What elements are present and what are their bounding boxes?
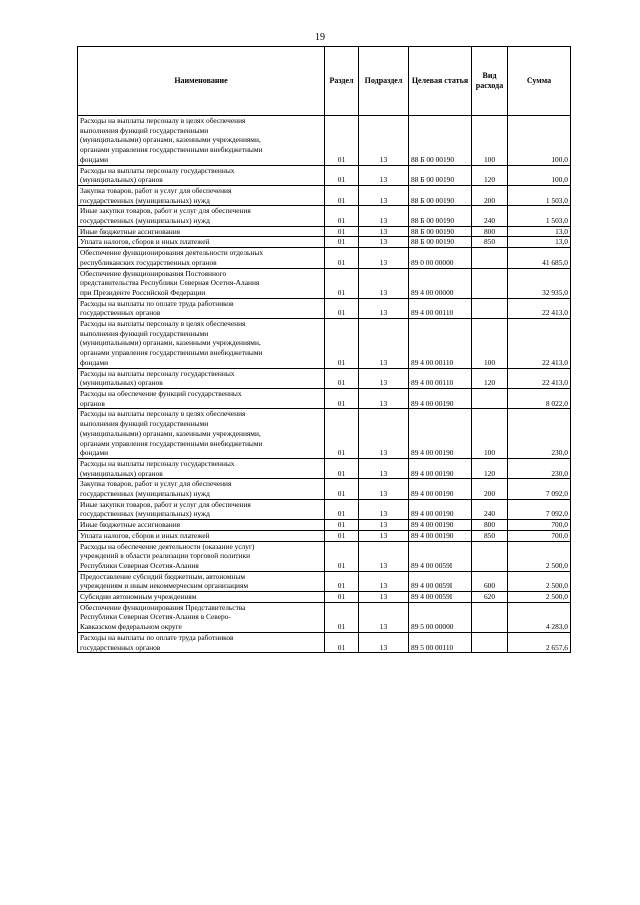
row-name-line: (муниципальных) органов xyxy=(80,175,163,185)
row-expense-type: 200 xyxy=(472,185,508,205)
row-amount: 230,0 xyxy=(508,409,571,459)
row-section: 01 xyxy=(325,206,359,226)
row-name-line: Закупка товаров, работ и услуг для обеспечения xyxy=(80,185,232,195)
row-subsection: 13 xyxy=(359,206,409,226)
row-name-line: органов xyxy=(80,398,105,408)
row-name-line: Расходы на выплаты персоналу государственных xyxy=(80,165,235,175)
row-section: 01 xyxy=(325,520,359,531)
row-name xyxy=(78,388,325,408)
row-expense-type: 240 xyxy=(472,499,508,519)
row-amount: 8 022,0 xyxy=(508,388,571,408)
row-name-line: Расходы на выплаты персоналу государственных xyxy=(80,458,235,468)
row-expense-type xyxy=(472,541,508,571)
row-section: 01 xyxy=(325,248,359,268)
row-name xyxy=(78,319,325,369)
budget-table xyxy=(77,46,571,653)
row-name-line: выполнения функций государственными xyxy=(80,419,209,429)
row-amount: 100,0 xyxy=(508,165,571,185)
row-amount: 22 413,0 xyxy=(508,368,571,388)
row-subsection: 13 xyxy=(359,368,409,388)
row-target-item: 88 Б 00 00190 xyxy=(409,185,472,205)
table-row xyxy=(78,479,571,499)
row-expense-type: 850 xyxy=(472,530,508,541)
row-expense-type: 100 xyxy=(472,319,508,369)
row-name-line: Иные бюджетные ассигнования xyxy=(80,226,181,236)
row-target-item: 89 4 00 00190 xyxy=(409,520,472,531)
row-name-line: государственных (муниципальных) нужд xyxy=(80,216,210,226)
table-row xyxy=(78,185,571,205)
row-amount: 41 685,0 xyxy=(508,248,571,268)
row-subsection: 13 xyxy=(359,116,409,166)
row-name xyxy=(78,368,325,388)
row-section: 01 xyxy=(325,602,359,632)
row-name xyxy=(78,602,325,632)
row-name xyxy=(78,237,325,248)
row-name xyxy=(78,458,325,478)
row-section: 01 xyxy=(325,298,359,318)
row-name-line: фондами xyxy=(80,154,109,164)
row-target-item: 89 4 00 00190 xyxy=(409,479,472,499)
table-row xyxy=(78,206,571,226)
row-subsection: 13 xyxy=(359,185,409,205)
row-expense-type: 120 xyxy=(472,458,508,478)
row-name-line: выполнения функций государственными xyxy=(80,328,209,338)
row-target-item: 89 4 00 00190 xyxy=(409,388,472,408)
table-row xyxy=(78,409,571,459)
row-amount: 22 413,0 xyxy=(508,298,571,318)
table-row xyxy=(78,592,571,603)
row-subsection: 13 xyxy=(359,298,409,318)
row-subsection: 13 xyxy=(359,319,409,369)
table-body xyxy=(78,116,571,653)
table-row xyxy=(78,319,571,369)
row-name-line: Иные закупки товаров, работ и услуг для обеспечения xyxy=(80,206,251,216)
row-expense-type xyxy=(472,298,508,318)
row-section: 01 xyxy=(325,571,359,591)
row-name-line: государственных (муниципальных) нужд xyxy=(80,489,210,499)
header-section: Раздел xyxy=(325,47,359,116)
table-row xyxy=(78,571,571,591)
row-subsection: 13 xyxy=(359,632,409,652)
table-row xyxy=(78,520,571,531)
header-name: Наименование xyxy=(78,47,325,116)
row-name-line: Расходы на обеспечение функций государственных xyxy=(80,388,242,398)
row-subsection: 13 xyxy=(359,571,409,591)
row-name-line: выполнения функций государственными xyxy=(80,125,209,135)
row-target-item: 89 4 00 00110 xyxy=(409,298,472,318)
row-name xyxy=(78,571,325,591)
row-amount: 22 413,0 xyxy=(508,319,571,369)
row-name xyxy=(78,592,325,603)
header-expense-type: Вид расхода xyxy=(472,47,508,116)
row-amount: 32 935,0 xyxy=(508,268,571,298)
row-subsection: 13 xyxy=(359,499,409,519)
row-amount: 100,0 xyxy=(508,116,571,166)
table-row xyxy=(78,237,571,248)
row-expense-type: 850 xyxy=(472,237,508,248)
table-row xyxy=(78,268,571,298)
row-name-line: Уплата налогов, сборов и иных платежей xyxy=(80,237,210,247)
row-expense-type: 600 xyxy=(472,571,508,591)
row-name-line: Расходы на выплаты персоналу государственных xyxy=(80,368,235,378)
row-section: 01 xyxy=(325,592,359,603)
row-section: 01 xyxy=(325,541,359,571)
row-section: 01 xyxy=(325,388,359,408)
row-section: 01 xyxy=(325,479,359,499)
row-section: 01 xyxy=(325,319,359,369)
row-name xyxy=(78,298,325,318)
row-expense-type: 100 xyxy=(472,116,508,166)
row-name-line: Обеспечение функционирования деятельности отдельных xyxy=(80,248,264,258)
row-name xyxy=(78,268,325,298)
row-section: 01 xyxy=(325,268,359,298)
row-name-line: Субсидии автономным учреждениям xyxy=(80,592,197,602)
row-name-line: учреждениям и иным некоммерческим организациям xyxy=(80,581,249,591)
row-name xyxy=(78,541,325,571)
row-name-line: Обеспечение функционирования Постоянного xyxy=(80,268,227,278)
row-expense-type: 240 xyxy=(472,206,508,226)
row-target-item: 88 Б 00 00190 xyxy=(409,116,472,166)
row-amount: 2 500,0 xyxy=(508,571,571,591)
row-section: 01 xyxy=(325,226,359,237)
row-amount: 700,0 xyxy=(508,530,571,541)
row-expense-type: 120 xyxy=(472,368,508,388)
row-name xyxy=(78,479,325,499)
row-expense-type: 800 xyxy=(472,226,508,237)
row-expense-type xyxy=(472,388,508,408)
header-amount: Сумма xyxy=(508,47,571,116)
table-row xyxy=(78,368,571,388)
table-row xyxy=(78,458,571,478)
row-target-item: 89 0 00 00000 xyxy=(409,248,472,268)
row-name xyxy=(78,116,325,166)
row-subsection: 13 xyxy=(359,592,409,603)
row-subsection: 13 xyxy=(359,602,409,632)
row-name-line: республиканских государственных органов xyxy=(80,257,217,267)
row-subsection: 13 xyxy=(359,479,409,499)
row-name-line: государственных (муниципальных) нужд xyxy=(80,195,210,205)
row-amount: 2 500,0 xyxy=(508,541,571,571)
row-section: 01 xyxy=(325,116,359,166)
row-subsection: 13 xyxy=(359,520,409,531)
row-name-line: Уплата налогов, сборов и иных платежей xyxy=(80,530,210,540)
row-section: 01 xyxy=(325,165,359,185)
row-name-line: Расходы на выплаты персоналу в целях обеспечения xyxy=(80,116,246,125)
row-target-item: 89 4 00 0059I xyxy=(409,571,472,591)
row-name-line: (муниципальных) органов xyxy=(80,378,163,388)
row-target-item: 89 4 00 00190 xyxy=(409,409,472,459)
row-name-line: фондами xyxy=(80,448,109,458)
row-amount: 230,0 xyxy=(508,458,571,478)
row-name-line: Республики Северная Осетия-Алания xyxy=(80,560,199,570)
row-target-item: 89 4 00 00190 xyxy=(409,530,472,541)
row-name-line: Расходы на выплаты по оплате труда работников xyxy=(80,298,234,308)
row-target-item: 89 4 00 0059I xyxy=(409,541,472,571)
row-name-line: Иные закупки товаров, работ и услуг для обеспечения xyxy=(80,499,251,509)
row-name xyxy=(78,530,325,541)
row-target-item: 89 4 00 00110 xyxy=(409,319,472,369)
row-name-line: Обеспечение функционирования Представительства xyxy=(80,602,246,612)
row-expense-type xyxy=(472,248,508,268)
row-section: 01 xyxy=(325,632,359,652)
row-name-line: фондами xyxy=(80,357,109,367)
row-expense-type: 200 xyxy=(472,479,508,499)
row-name-line: Расходы на выплаты персоналу в целях обеспечения xyxy=(80,409,246,419)
row-target-item: 89 5 00 00110 xyxy=(409,632,472,652)
row-name-line: (муниципальных) органов xyxy=(80,468,163,478)
row-amount: 2 500,0 xyxy=(508,592,571,603)
table-row xyxy=(78,248,571,268)
row-amount: 1 503,0 xyxy=(508,206,571,226)
row-expense-type xyxy=(472,632,508,652)
row-expense-type: 100 xyxy=(472,409,508,459)
row-name-line: (муниципальными) органами, казенными учреждениями, xyxy=(80,135,261,145)
row-expense-type xyxy=(472,602,508,632)
row-expense-type: 800 xyxy=(472,520,508,531)
row-target-item: 89 4 00 00000 xyxy=(409,268,472,298)
row-target-item: 89 4 00 00190 xyxy=(409,458,472,478)
row-name-line: органами управления государственными внебюджетными xyxy=(80,348,263,358)
row-amount: 1 503,0 xyxy=(508,185,571,205)
row-name-line: государственных органов xyxy=(80,642,161,652)
row-target-item: 88 Б 00 00190 xyxy=(409,226,472,237)
row-section: 01 xyxy=(325,458,359,478)
row-subsection: 13 xyxy=(359,248,409,268)
header-subsection: Подраздел xyxy=(359,47,409,116)
row-amount: 7 092,0 xyxy=(508,499,571,519)
table-row xyxy=(78,298,571,318)
row-name-line: (муниципальными) органами, казенными учреждениями, xyxy=(80,428,261,438)
row-expense-type: 620 xyxy=(472,592,508,603)
row-target-item: 89 4 00 0059I xyxy=(409,592,472,603)
row-name xyxy=(78,165,325,185)
row-name xyxy=(78,409,325,459)
row-target-item: 88 Б 00 00190 xyxy=(409,165,472,185)
row-amount: 7 092,0 xyxy=(508,479,571,499)
table-row xyxy=(78,226,571,237)
row-section: 01 xyxy=(325,499,359,519)
row-section: 01 xyxy=(325,237,359,248)
row-section: 01 xyxy=(325,368,359,388)
row-target-item: 89 4 00 00190 xyxy=(409,499,472,519)
page-number: 19 xyxy=(315,32,325,43)
row-subsection: 13 xyxy=(359,388,409,408)
row-name-line: Расходы на выплаты персоналу в целях обеспечения xyxy=(80,319,246,329)
row-target-item: 89 4 00 00110 xyxy=(409,368,472,388)
row-subsection: 13 xyxy=(359,226,409,237)
row-section: 01 xyxy=(325,530,359,541)
row-name xyxy=(78,248,325,268)
row-target-item: 88 Б 00 00190 xyxy=(409,206,472,226)
row-amount: 2 657,6 xyxy=(508,632,571,652)
row-name-line: учреждений в области реализации торговой политики xyxy=(80,551,251,561)
row-target-item: 88 Б 00 00190 xyxy=(409,237,472,248)
table-row xyxy=(78,116,571,166)
row-expense-type xyxy=(472,268,508,298)
row-target-item: 89 5 00 00000 xyxy=(409,602,472,632)
row-subsection: 13 xyxy=(359,165,409,185)
row-name-line: Иные бюджетные ассигнования xyxy=(80,520,181,530)
row-section: 01 xyxy=(325,185,359,205)
row-name-line: представительства Республики Северная Осетия-Алания xyxy=(80,278,260,288)
row-name-line: органами управления государственными внебюджетными xyxy=(80,438,263,448)
row-amount: 13,0 xyxy=(508,226,571,237)
row-subsection: 13 xyxy=(359,268,409,298)
row-name-line: органами управления государственными внебюджетными xyxy=(80,145,263,155)
table-row xyxy=(78,602,571,632)
row-name xyxy=(78,632,325,652)
table-row xyxy=(78,499,571,519)
row-name-line: Кавказском федеральном округе xyxy=(80,622,182,632)
table-row xyxy=(78,541,571,571)
row-name-line: при Президенте Российской Федерации xyxy=(80,287,206,297)
row-name xyxy=(78,499,325,519)
row-name-line: Республики Северная Осетия-Алания в Северо- xyxy=(80,612,231,622)
header-target-item: Целевая статья xyxy=(409,47,472,116)
table-row xyxy=(78,388,571,408)
row-section: 01 xyxy=(325,409,359,459)
row-name-line: Предоставление субсидий бюджетным, автономным xyxy=(80,571,246,581)
row-amount: 4 283,0 xyxy=(508,602,571,632)
row-subsection: 13 xyxy=(359,409,409,459)
row-subsection: 13 xyxy=(359,458,409,478)
row-amount: 700,0 xyxy=(508,520,571,531)
table-header-row xyxy=(78,47,571,116)
row-name xyxy=(78,206,325,226)
table-row xyxy=(78,165,571,185)
table-row xyxy=(78,632,571,652)
row-name-line: государственных (муниципальных) нужд xyxy=(80,509,210,519)
row-name-line: государственных органов xyxy=(80,308,161,318)
row-name xyxy=(78,520,325,531)
row-subsection: 13 xyxy=(359,530,409,541)
row-subsection: 13 xyxy=(359,237,409,248)
row-name-line: Расходы на выплаты по оплате труда работников xyxy=(80,632,234,642)
table-row xyxy=(78,530,571,541)
row-expense-type: 120 xyxy=(472,165,508,185)
row-name xyxy=(78,226,325,237)
row-name xyxy=(78,185,325,205)
row-amount: 13,0 xyxy=(508,237,571,248)
row-name-line: Закупка товаров, работ и услуг для обеспечения xyxy=(80,479,232,489)
row-subsection: 13 xyxy=(359,541,409,571)
row-name-line: Расходы на обеспечение деятельности (оказание услуг) xyxy=(80,541,255,551)
row-name-line: (муниципальными) органами, казенными учреждениями, xyxy=(80,338,261,348)
